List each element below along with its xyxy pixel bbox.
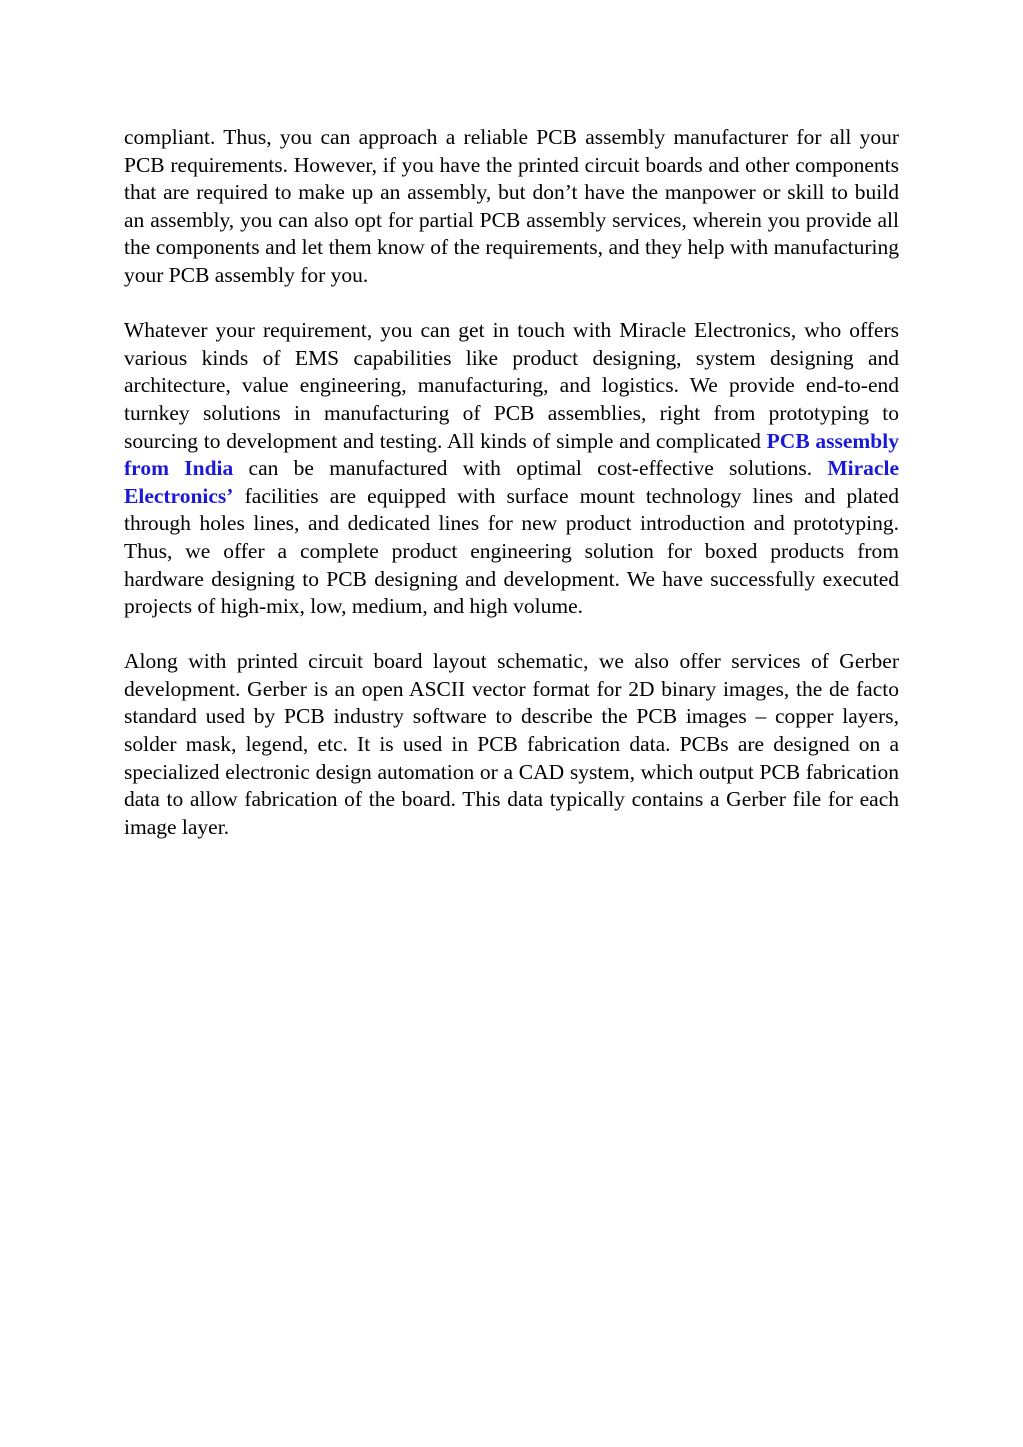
paragraph-text-segment: can be manufactured with optimal cost-effective solutions. bbox=[233, 456, 828, 481]
paragraph-text-segment: Whatever your requirement, you can get in touch with Miracle Electronics, who offers various kinds of EMS capabilities like product designing, system designing and architecture, value engineering, manufacturing, and logistics. We provide end-to-end turnkey solutions in manufacturing of PCB assemblies, right from prototyping to sourcing to development and testing. All kinds of simple and complicated bbox=[124, 318, 899, 453]
pcb-assembly-india-link[interactable]: PCB assembly from India bbox=[124, 428, 899, 481]
document-page bbox=[124, 124, 899, 869]
paragraph-gerber-development: Along with printed circuit board layout schematic, we also offer services of Gerber development. Gerber is an open ASCII vector format for 2D binary images, the de facto standard used by PCB industry software to describe the PCB images – copper layers, solder mask, legend, etc. It is used in PCB fabrication data. PCBs are designed on a specialized electronic design automation or a CAD system, which output PCB fabrication data to allow fabrication of the board. This data typically contains a Gerber file for each image layer. bbox=[124, 649, 899, 839]
miracle-electronics-link[interactable]: Miracle Electronics’ bbox=[124, 456, 899, 508]
paragraph-partial-assembly: compliant. Thus, you can approach a reliable PCB assembly manufacturer for all your PCB requirements. However, if you have the printed circuit boards and other components that are required to make up an assembly, but don’t have the manpower or skill to build an assembly, you can also opt for partial PCB assembly services, wherein you provide all the components and let them know of the requirements, and they help with manufacturing your PCB assembly for you. bbox=[124, 125, 899, 287]
paragraph-miracle-electronics bbox=[124, 317, 899, 621]
paragraph-text-segment: facilities are equipped with surface mount technology lines and plated through holes lines, and dedicated lines for new product introduction and prototyping. Thus, we offer a complete product engineering solution for boxed products from hardware designing to PCB designing and development. We have successfully executed projects of high-mix, low, medium, and high volume. bbox=[124, 483, 899, 619]
